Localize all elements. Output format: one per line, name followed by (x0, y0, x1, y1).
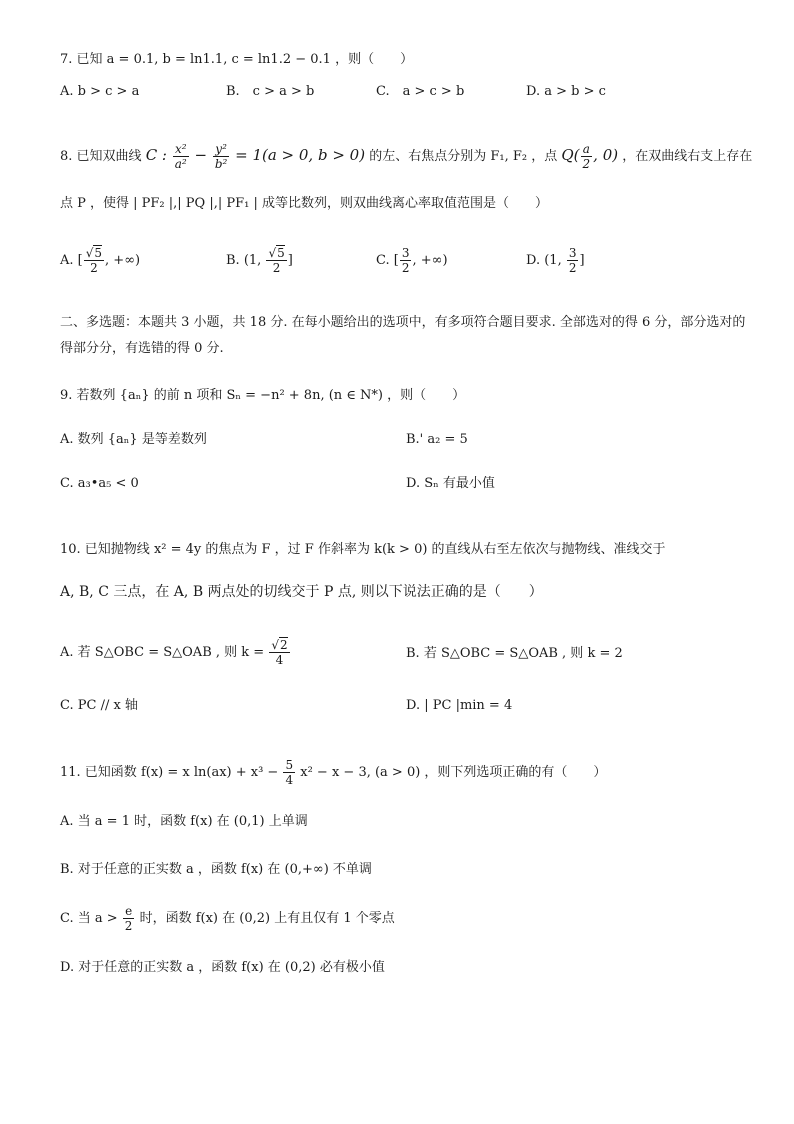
q11-option-b: B. 对于任意的正实数 a ，函数 f(x) 在 (0,+∞) 不单调 (60, 862, 372, 877)
q9-option-c: C. a₃•a₅ < 0 (60, 476, 139, 491)
q10-stem-line1: 10. 已知抛物线 x² = 4y 的焦点为 F ，过 F 作斜率为 k(k > 0) 的直线从右至左依次与抛物线、准线交于 (60, 542, 666, 557)
q10-option-c: C. PC // x 轴 (60, 698, 138, 713)
q9-option-a: A. 数列 {aₙ} 是等差数列 (60, 432, 207, 447)
q7-option-c: C. a > c > b (376, 84, 465, 99)
q7-option-b: B. c > a > b (226, 84, 315, 99)
q9-option-b: B.' a₂ = 5 (406, 432, 468, 447)
q8-option-d: D. (1, $\frac{3}{2}$ ] (526, 246, 585, 275)
q8-point-q: Q( $\frac{a}{2}$ , 0) (561, 141, 619, 171)
q8-stem-b: 的左、右焦点分别为 F₁, F₂ ，点 (369, 149, 558, 164)
q8-hyperbola-equation: C : $\frac{\text{x²}}{\text{a²}}$ − $\frac{\text{y²}}{\text{b²}}$ = 1(a > 0, b > 0) (145, 141, 366, 171)
q7-stem: 7. 已知 a = 0.1, b = ln1.1, c = ln1.2 − 0.1 ，则（ ） (60, 52, 414, 67)
q7-option-a: A. b > c > a (60, 84, 140, 99)
q10-option-d: D. | PC |min = 4 (406, 698, 513, 713)
section-2-heading: 二、多选题：本题共 3 小题，共 18 分. 在每小题给出的选项中，有多项符合题目要求. 全部选对的得 6 分，部分选对的得部分分，有选错的得 0 分. (60, 315, 746, 356)
q11-option-c: C. 当 a > $\frac{e}{2}$ 时，函数 f(x) 在 (0,2) 上有且仅有 1 个零点 (60, 904, 395, 933)
q11-stem: 11. 已知函数 f(x) = x ln(ax) + x³ − $\frac{5}{4}$ x² − x − 3, (a > 0) ，则下列选项正确的有（ ） (60, 758, 607, 787)
q8-option-c: C. [ $\frac{3}{2}$ , +∞) (376, 246, 448, 275)
q8-stem-line2: 点 P ，使得 | PF₂ |,| PQ |,| PF₁ | 成等比数列，则双曲线离心率取值范围是（ ） (60, 196, 548, 211)
q10-option-b: B. 若 S△OBC = S△OAB , 则 k = 2 (406, 646, 623, 661)
q7-option-d: D. a > b > c (526, 84, 606, 99)
q11-option-a: A. 当 a = 1 时，函数 f(x) 在 (0,1) 上单调 (60, 814, 308, 829)
q10-stem-line2: A, B, C 三点，在 A, B 两点处的切线交于 P 点, 则以下说法正确的是（ ） (60, 584, 543, 600)
q9-option-d: D. Sₙ 有最小值 (406, 476, 495, 491)
q8-option-b: B. (1, $\frac{√5}{2}$ ] (226, 246, 293, 275)
q8-stem-a: 8. 已知双曲线 (60, 149, 142, 164)
q8-option-a: A. [ $\frac{√5}{2}$ , +∞) (60, 246, 141, 275)
q11-option-d: D. 对于任意的正实数 a ，函数 f(x) 在 (0,2) 必有极小值 (60, 960, 385, 975)
q8-stem-c: ，在双曲线右支上存在 (622, 149, 753, 164)
q10-option-a: A. 若 S△OBC = S△OAB , 则 k = $\frac{√2}{4}$ (60, 638, 288, 667)
q8-stem-line1 (60, 138, 752, 174)
q9-stem: 9. 若数列 {aₙ} 的前 n 项和 Sₙ = −n² + 8n, (n ∈ N*) ，则（ ） (60, 388, 466, 403)
